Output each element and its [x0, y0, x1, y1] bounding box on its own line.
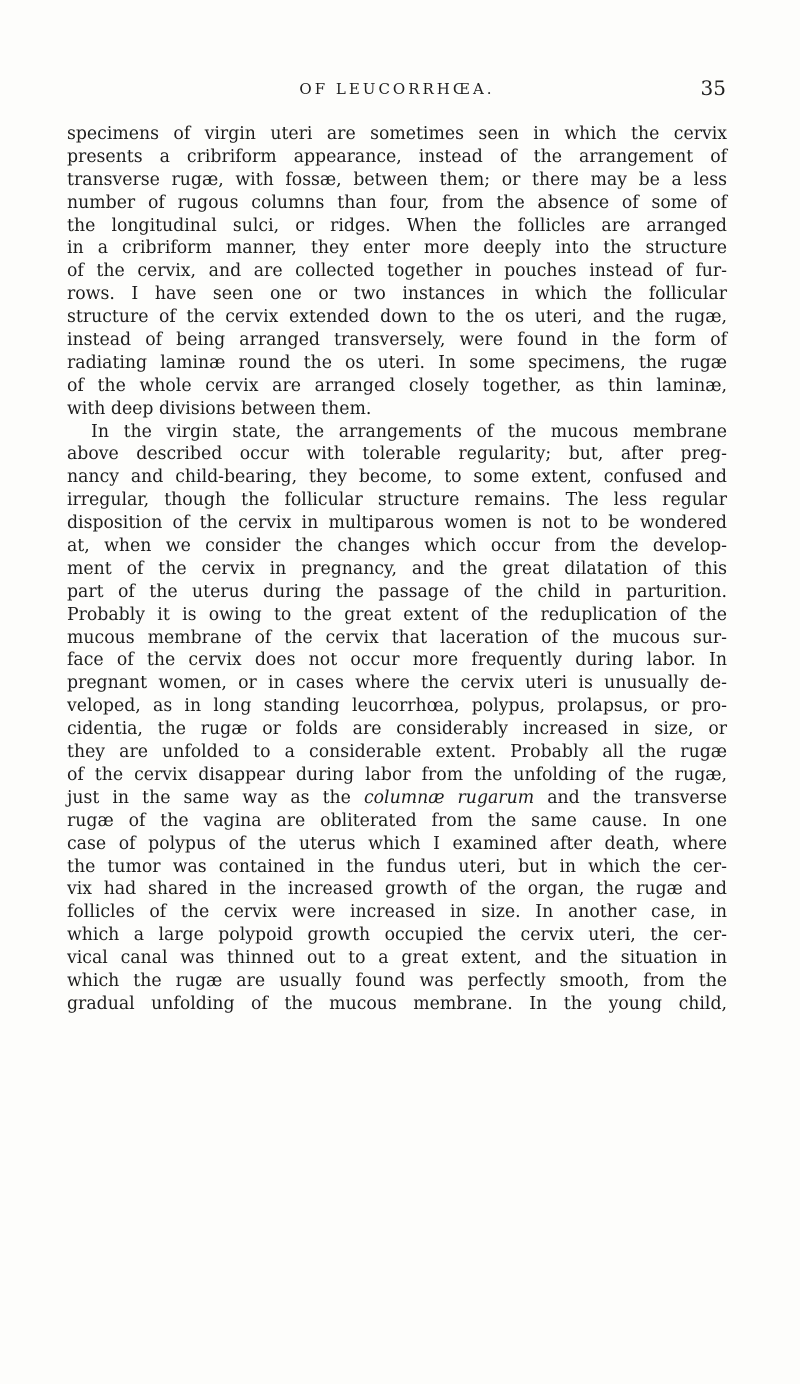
text-line: gradual unfolding of the mucous membrane. In the young child, [67, 993, 727, 1014]
text-line: at, when we consider the changes which occur from the develop- [67, 536, 727, 557]
text-line: of the whole cervix are arranged closely together, as thin laminæ, [67, 375, 727, 396]
page-header [68, 76, 726, 106]
text-line: of the cervix disappear during labor from the unfolding of the rugæ, [67, 764, 727, 785]
text-line: face of the cervix does not occur more frequently during labor. In [67, 650, 727, 671]
paragraph-start-line: In the virgin state, the arrangements of the mucous membrane [91, 421, 727, 442]
text-line: of the cervix, and are collected together in pouches instead of fur- [67, 261, 727, 282]
text-line: pregnant women, or in cases where the cervix uteri is unusually de- [67, 673, 727, 694]
text-line: follicles of the cervix were increased in size. In another case, in [67, 902, 727, 923]
text-line: mucous membrane of the cervix that laceration of the mucous sur- [67, 627, 727, 648]
text-line: rows. I have seen one or two instances in which the follicular [67, 284, 727, 305]
text-line: irregular, though the follicular structure remains. The less regular [67, 490, 727, 511]
text-segment: and the transverse [547, 787, 728, 808]
text-line: specimens of virgin uteri are sometimes seen in which the cervix [67, 124, 727, 144]
text-line: presents a cribriform appearance, instead of the arrangement of [67, 146, 727, 167]
text-segment: just in the same way as the [67, 787, 351, 808]
text-line: instead of being arranged transversely, were found in the form of [67, 330, 727, 351]
text-line: structure of the cervix extended down to the os uteri, and the rugæ, [67, 307, 727, 328]
text-line: disposition of the cervix in multiparous women is not to be wondered [67, 513, 727, 534]
running-title: OF LEUCORRHŒA. [299, 80, 495, 98]
italic-term: columnæ rugarum [363, 787, 535, 808]
text-line: above described occur with tolerable regularity; but, after preg- [67, 444, 727, 465]
text-line: ment of the cervix in pregnancy, and the great dilatation of this [67, 558, 727, 579]
text-line: rugæ of the vagina are obliterated from the same cause. In one [67, 810, 727, 831]
text-line: Probably it is owing to the great extent of the reduplication of the [67, 604, 727, 625]
text-line: radiating laminæ round the os uteri. In some specimens, the rugæ [67, 352, 727, 373]
text-line [67, 787, 727, 810]
body-text [67, 123, 727, 1016]
text-line: part of the uterus during the passage of the child in parturition. [67, 581, 727, 602]
text-line: case of polypus of the uterus which I examined after death, where [67, 833, 727, 854]
text-line: nancy and child-bearing, they become, to some extent, confused and [67, 467, 727, 488]
text-line: with deep divisions between them. [67, 398, 372, 419]
text-line: in a cribriform manner, they enter more deeply into the structure [67, 238, 727, 259]
text-line: veloped, as in long standing leucorrhœa, polypus, prolapsus, or pro- [67, 696, 727, 717]
text-line: number of rugous columns than four, from the absence of some of [67, 192, 727, 213]
text-line: the longitudinal sulci, or ridges. When the follicles are arranged [67, 215, 727, 236]
text-line: they are unfolded to a considerable extent. Probably all the rugæ [67, 742, 727, 763]
text-line: which the rugæ are usually found was perfectly smooth, from the [67, 970, 727, 991]
text-line: transverse rugæ, with fossæ, between them; or there may be a less [67, 169, 727, 190]
text-line: vix had shared in the increased growth of the organ, the rugæ and [67, 879, 727, 900]
text-line: the tumor was contained in the fundus uteri, but in which the cer- [67, 856, 727, 877]
text-line: cidentia, the rugæ or folds are considerably increased in size, or [67, 719, 727, 740]
page-number: 35 [700, 76, 726, 100]
text-line: vical canal was thinned out to a great extent, and the situation in [67, 948, 727, 969]
text-line: which a large polypoid growth occupied the cervix uteri, the cer- [67, 925, 727, 946]
